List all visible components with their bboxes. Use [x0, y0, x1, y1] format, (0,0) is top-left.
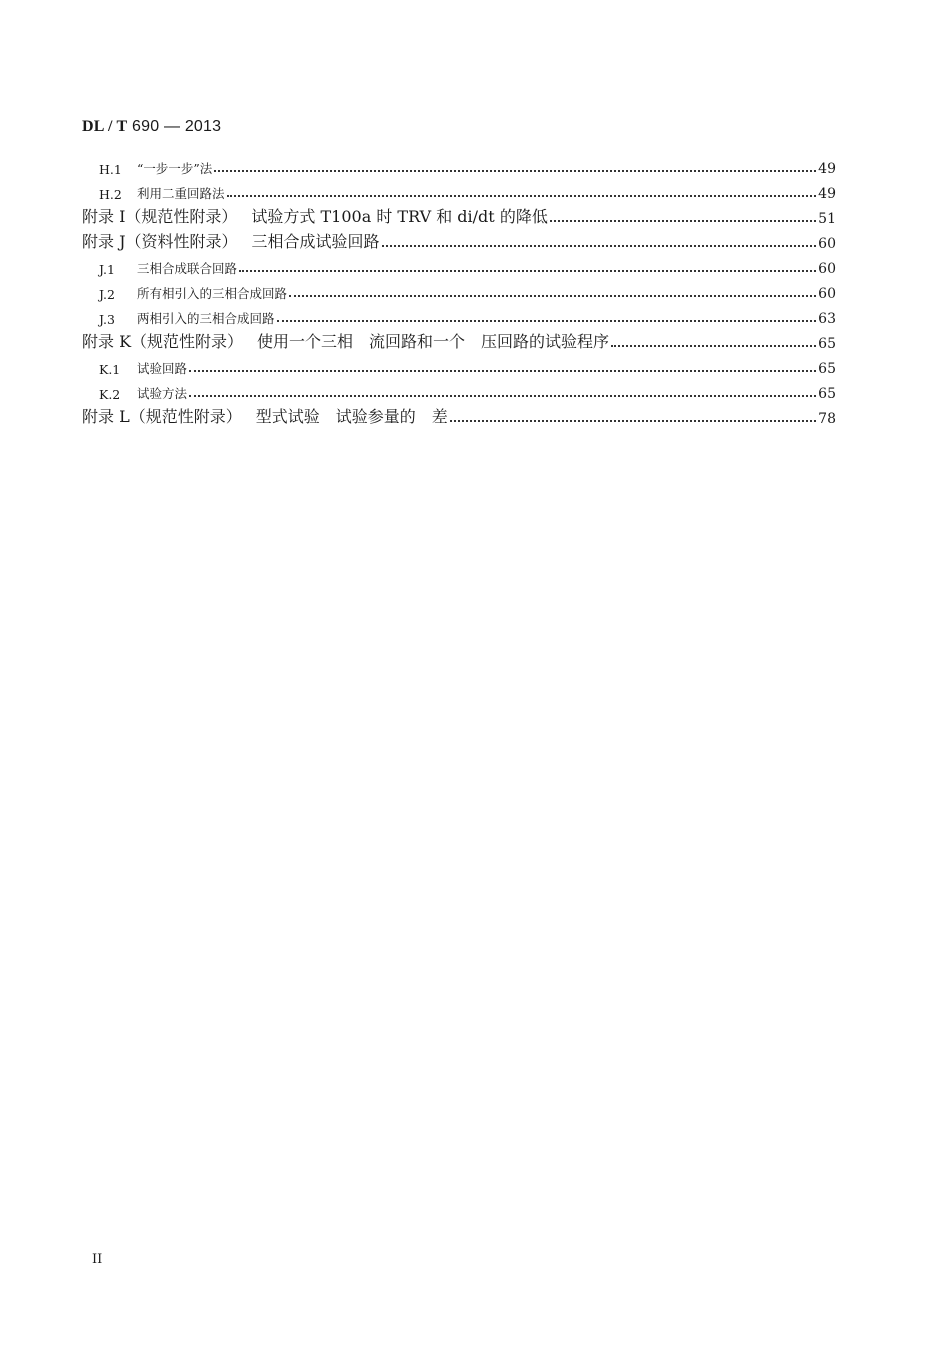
toc-entry-number: K.2: [99, 387, 121, 402]
toc-entry-appendix-i[interactable]: [82, 202, 836, 227]
toc-entry-title: 三相合成试验回路: [251, 232, 380, 251]
toc-entry-title: 试验回路: [137, 361, 188, 376]
toc-entry-appendix-k[interactable]: [82, 327, 836, 352]
toc-entry-number: H.1: [99, 162, 122, 177]
toc-entry-title: 三相合成联合回路: [137, 261, 238, 276]
toc-leader-dots: [382, 244, 816, 247]
toc-entry-number: J.3: [99, 312, 115, 327]
toc-entry-k1[interactable]: [82, 352, 836, 377]
toc-entry-title: 所有相引入的三相合成回路: [137, 286, 288, 301]
toc-entry-title: 利用二重回路法: [137, 186, 225, 201]
standard-number: 690 — 2013: [132, 118, 222, 135]
toc-entry-page: 65: [818, 361, 836, 377]
toc-entry-j2[interactable]: [82, 277, 836, 302]
toc-appendix-label: 附录 L（规范性附录）: [82, 407, 242, 426]
toc-leader-dots: [611, 344, 816, 347]
toc-entry-number: J.1: [99, 262, 115, 277]
toc-entry-title: 试验方式 T100a 时 TRV 和 di/dt 的降低: [251, 207, 548, 226]
toc-entry-title: “一步一步”法: [137, 161, 213, 176]
toc-entry-h2[interactable]: [82, 177, 836, 202]
document-header: [82, 118, 221, 136]
table-of-contents: [82, 152, 836, 427]
toc-leader-dots: [277, 319, 816, 322]
toc-entry-title: 两相引入的三相合成回路: [137, 311, 275, 326]
toc-entry-page: 65: [818, 386, 836, 402]
toc-entry-page: 65: [818, 336, 836, 352]
toc-entry-j3[interactable]: [82, 302, 836, 327]
toc-entry-title: 使用一个三相 流回路和一个 压回路的试验程序: [257, 332, 610, 351]
toc-appendix-label: 附录 K（规范性附录）: [82, 332, 244, 351]
toc-entry-number: K.1: [99, 362, 121, 377]
toc-entry-k2[interactable]: [82, 377, 836, 402]
toc-entry-page: 60: [818, 236, 836, 252]
toc-entry-title: 试验方法: [137, 386, 188, 401]
toc-entry-page: 78: [818, 411, 836, 427]
toc-entry-page: 63: [818, 311, 836, 327]
toc-entry-page: 60: [818, 286, 836, 302]
toc-appendix-label: 附录 J（资料性附录）: [82, 232, 238, 251]
toc-leader-dots: [227, 194, 816, 197]
toc-leader-dots: [550, 219, 816, 222]
standard-code: DL / T: [82, 118, 128, 135]
toc-appendix-label: 附录 I（规范性附录）: [82, 207, 238, 226]
toc-entry-number: J.2: [99, 287, 115, 302]
toc-entry-h1[interactable]: [82, 152, 836, 177]
toc-entry-appendix-l[interactable]: [82, 402, 836, 427]
toc-leader-dots: [214, 169, 816, 172]
toc-entry-page: 60: [818, 261, 836, 277]
toc-leader-dots: [239, 269, 816, 272]
toc-leader-dots: [189, 369, 816, 372]
toc-entry-page: 49: [818, 186, 836, 202]
toc-leader-dots: [450, 419, 816, 422]
toc-entry-page: 51: [818, 211, 836, 227]
toc-leader-dots: [189, 394, 816, 397]
toc-entry-number: H.2: [99, 187, 122, 202]
toc-entry-j1[interactable]: [82, 252, 836, 277]
toc-leader-dots: [289, 294, 816, 297]
toc-entry-appendix-j[interactable]: [82, 227, 836, 252]
toc-entry-page: 49: [818, 161, 836, 177]
page-number: II: [92, 1252, 103, 1267]
toc-entry-title: 型式试验 试验参量的 差: [255, 407, 448, 426]
